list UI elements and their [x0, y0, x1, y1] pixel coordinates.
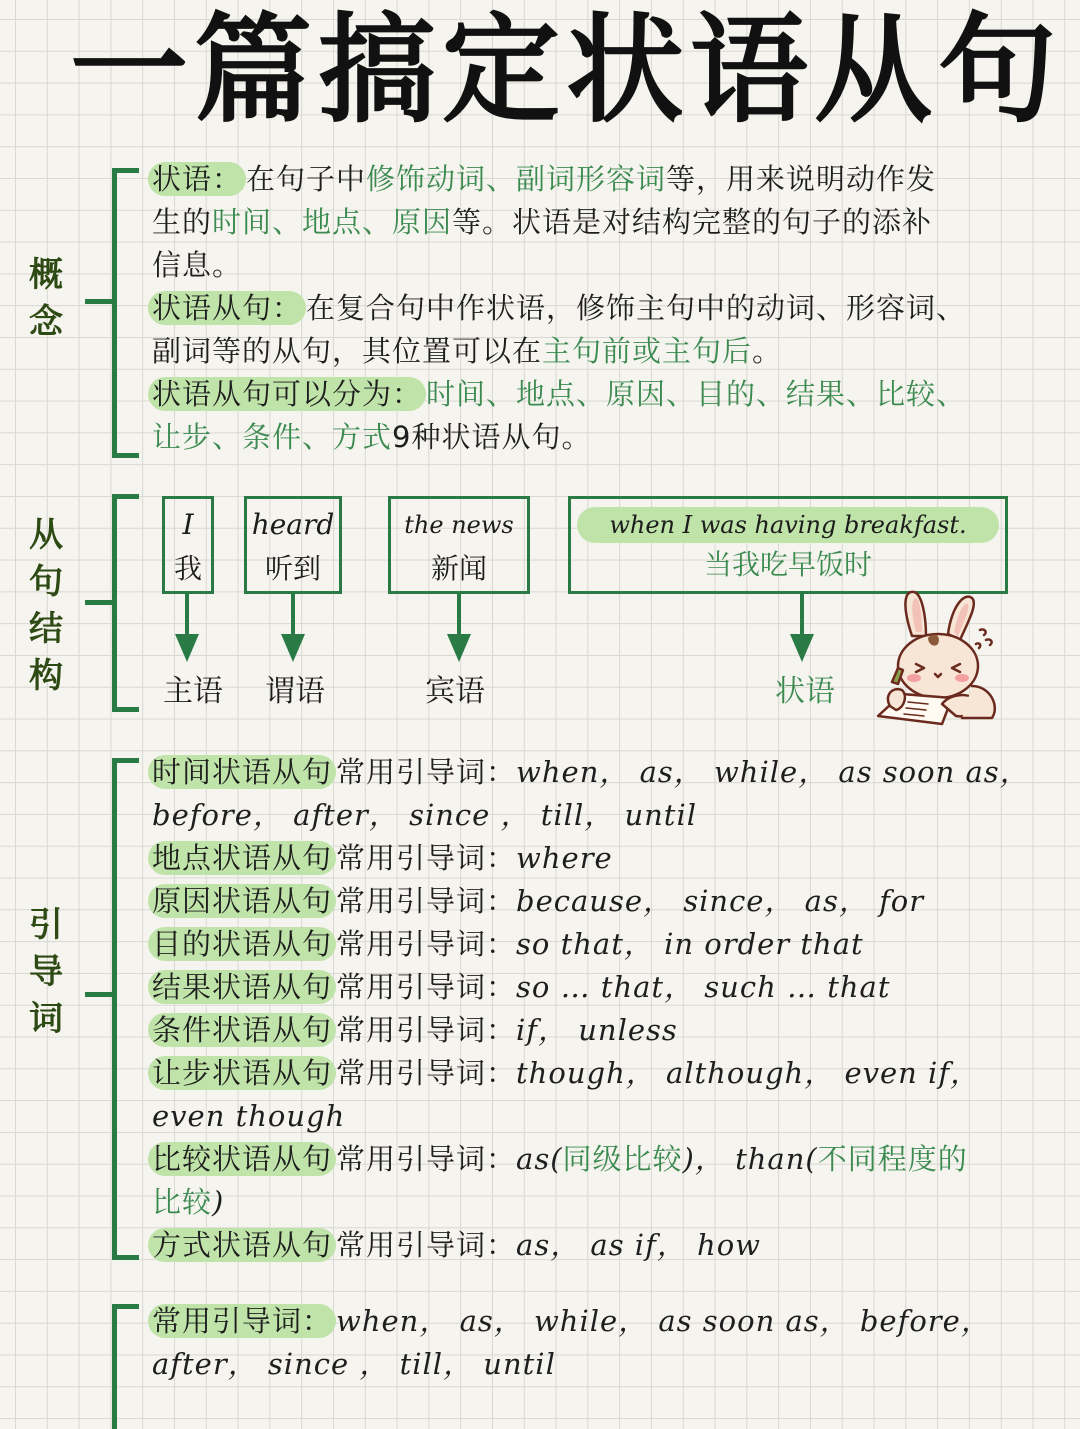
- conjunction-words: though， although， even if，: [516, 1056, 981, 1090]
- english-word: the news: [404, 511, 514, 539]
- concept-line: [152, 330, 1062, 373]
- part-box-predicate: [244, 496, 342, 594]
- english-word-wrap: [577, 507, 999, 543]
- conjunction-item-manner: [152, 1224, 1062, 1267]
- text: 生的: [152, 205, 213, 239]
- conjunction-item-time-cont: [152, 794, 1062, 837]
- text: 在复合句中作状语，修饰主句中的动词、形容词、: [306, 291, 967, 325]
- conjunction-words: so that， in order that: [516, 927, 864, 961]
- arrow-line: [291, 594, 295, 636]
- chinese-word: 我: [173, 552, 202, 585]
- arrow-line: [185, 594, 189, 636]
- concept-line: [152, 287, 1062, 330]
- conjunction-words: because， since， as， for: [516, 884, 925, 918]
- suffix: 常用引导词：: [336, 1228, 517, 1262]
- concept-bracket: [112, 168, 139, 458]
- conjunction-item-time: [152, 751, 1062, 794]
- conjunction-words: ): [212, 1185, 225, 1219]
- part-box-subject: [162, 496, 214, 594]
- conjunction-words: so … that， such … that: [516, 970, 891, 1004]
- english-word: heard: [251, 508, 335, 541]
- concept-line: [152, 416, 1062, 459]
- conjunction-item-concession: [152, 1052, 1062, 1095]
- clause-type: 时间状语从句: [148, 755, 336, 789]
- conjunction-item-condition: [152, 1009, 1062, 1052]
- clause-type: 地点状语从句: [148, 841, 336, 875]
- text: 信息。: [152, 248, 243, 282]
- arrow-down-icon: [175, 634, 199, 662]
- arrow-line: [800, 594, 804, 636]
- arrow-down-icon: [281, 634, 305, 662]
- conjunction-words: when， as， while， as soon as， before，: [336, 1304, 991, 1338]
- label-char: 词: [29, 999, 63, 1039]
- text: 等，用来说明动作发: [666, 162, 937, 196]
- concept-bracket-stub: [85, 299, 115, 304]
- clause-type: 方式状语从句: [148, 1228, 336, 1262]
- term-adverbial: 状语：: [148, 162, 246, 196]
- time-bracket: [112, 1304, 139, 1429]
- conjunction-words: even though: [152, 1099, 346, 1133]
- chinese-word: 听到: [264, 552, 321, 585]
- role-object: 宾语: [425, 674, 485, 709]
- chinese-phrase: 当我吃早饭时: [703, 548, 872, 581]
- suffix: 常用引导词：: [336, 884, 517, 918]
- bunny-writing-icon: [872, 586, 1012, 726]
- label-char: 引: [29, 905, 63, 945]
- label-char: 概: [29, 255, 63, 295]
- time-section: [152, 1300, 1062, 1386]
- note-text: 同级比较: [562, 1142, 683, 1176]
- page-title: 一篇搞定状语从句: [70, 0, 1063, 139]
- text: 副词等的从句，其位置可以在: [152, 334, 543, 368]
- concept-line: [152, 373, 1062, 416]
- conjunction-words: when， as， while， as soon as，: [516, 755, 1030, 789]
- conjunctions-bracket: [112, 758, 139, 1260]
- conjunction-words: )， than(: [682, 1142, 818, 1176]
- suffix: 常用引导词：: [336, 970, 517, 1004]
- role-predicate: 谓语: [265, 674, 325, 709]
- conjunction-item-reason: [152, 880, 1062, 923]
- role-subject: 主语: [163, 674, 223, 709]
- structure-bracket-stub: [85, 600, 115, 605]
- clause-type: 原因状语从句: [148, 884, 336, 918]
- section-label-structure: [24, 512, 68, 700]
- text: 等。状语是对结构完整的句子的添补: [452, 205, 933, 239]
- part-box-adverbial: [568, 496, 1008, 594]
- conjunction-item-concession-cont: [152, 1095, 1062, 1138]
- text: 9种状语从句。: [392, 420, 592, 454]
- label-char: 结: [29, 609, 63, 649]
- term-categories: 状语从句可以分为：: [148, 377, 426, 411]
- highlight-text: 让步、条件、方式: [152, 420, 393, 454]
- conjunction-item-place: [152, 837, 1062, 880]
- highlight-text: 主句前或主句后: [542, 334, 753, 368]
- time-line: [152, 1300, 1062, 1343]
- highlight-text: 时间、地点、原因、目的、结果、比较、: [426, 377, 967, 411]
- highlight-text: 修饰动词、副词形容词: [366, 162, 667, 196]
- suffix: 常用引导词：: [336, 1056, 517, 1090]
- arrow-down-icon: [790, 634, 814, 662]
- conjunction-item-purpose: [152, 923, 1062, 966]
- label-char: 构: [29, 656, 63, 696]
- concept-line: [152, 201, 1062, 244]
- section-label-conjunctions: [24, 902, 68, 1043]
- conjunctions-bracket-stub: [85, 992, 115, 997]
- conjunction-item-comparison-cont: [152, 1181, 1062, 1224]
- conjunction-item-result: [152, 966, 1062, 1009]
- suffix: 常用引导词：: [336, 755, 517, 789]
- conjunction-words: before， after， since ， till， until: [152, 798, 698, 832]
- suffix: 常用引导词：: [336, 927, 517, 961]
- section-label-concept: [24, 252, 68, 346]
- role-adverbial: 状语: [775, 674, 835, 709]
- english-word: I: [182, 508, 194, 541]
- conjunction-words: as(: [516, 1142, 563, 1176]
- label-char: 从: [29, 515, 63, 555]
- clause-type: 目的状语从句: [148, 927, 336, 961]
- concept-line: [152, 244, 1062, 287]
- text: 在句子中: [246, 162, 367, 196]
- highlight-text: 时间、地点、原因: [212, 205, 453, 239]
- concept-text: [152, 158, 1062, 459]
- arrow-line: [457, 594, 461, 636]
- conjunction-words: if， unless: [516, 1013, 678, 1047]
- conjunction-words: where: [516, 841, 613, 875]
- clause-type: 比较状语从句: [148, 1142, 336, 1176]
- chinese-word: 新闻: [430, 552, 487, 585]
- note-text: 不同程度的: [817, 1142, 968, 1176]
- conjunction-words: as， as if， how: [516, 1228, 761, 1262]
- english-phrase: when I was having breakfast.: [577, 507, 999, 543]
- text: 。: [752, 334, 783, 368]
- arrow-down-icon: [447, 634, 471, 662]
- concept-line: [152, 158, 1062, 201]
- structure-bracket: [112, 494, 139, 712]
- suffix: 常用引导词：: [336, 841, 517, 875]
- conjunction-words: after， since ， till， until: [152, 1347, 556, 1381]
- conjunction-item-comparison: [152, 1138, 1062, 1181]
- conjunctions-list: [152, 751, 1062, 1267]
- note-text: 比较: [152, 1185, 213, 1219]
- part-box-object: [388, 496, 530, 594]
- term-adverbial-clause: 状语从句：: [148, 291, 306, 325]
- clause-type: 让步状语从句: [148, 1056, 336, 1090]
- suffix: 常用引导词：: [336, 1142, 517, 1176]
- term-common-conjunctions: 常用引导词：: [148, 1304, 336, 1338]
- label-char: 念: [29, 302, 63, 342]
- suffix: 常用引导词：: [336, 1013, 517, 1047]
- label-char: 导: [29, 952, 63, 992]
- clause-type: 条件状语从句: [148, 1013, 336, 1047]
- label-char: 句: [29, 562, 63, 602]
- clause-type: 结果状语从句: [148, 970, 336, 1004]
